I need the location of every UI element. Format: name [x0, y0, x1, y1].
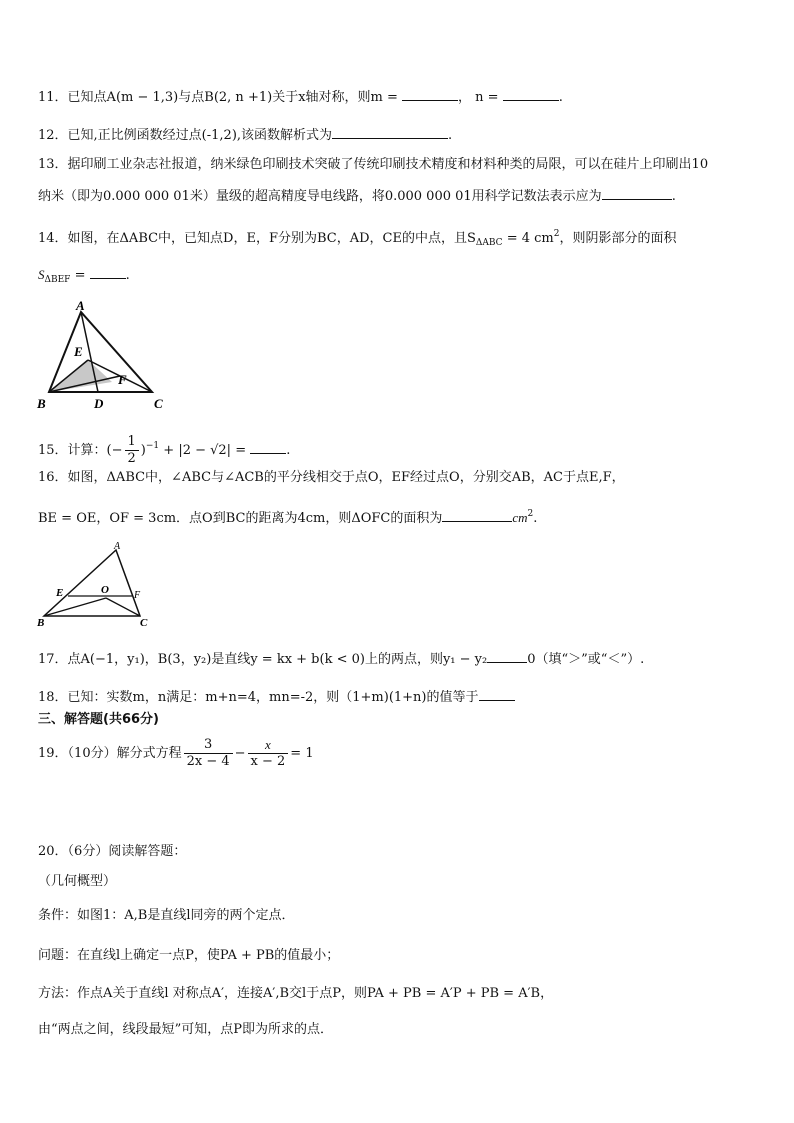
q15-exponent: −1	[145, 441, 160, 451]
q14-text3: ，则阴影部分的面积	[559, 231, 677, 246]
q16-label-f: F	[134, 590, 141, 601]
q15-denominator: 2	[127, 451, 136, 466]
question-15: 15．计算：(− $\frac{1}{2}$ )$^{-1}$ + |2 − √2| = .	[38, 434, 291, 466]
q11-mid: 与点	[178, 90, 205, 105]
q16-label-b: B	[37, 617, 45, 628]
question-17	[38, 648, 644, 670]
question-14-line1	[38, 224, 676, 253]
q20-problem: 问题：在直线l上确定一点P，使PA + PB的值最小；	[38, 948, 340, 963]
section-3-title	[38, 710, 159, 730]
q14-eq: =	[70, 268, 90, 283]
q13-line1: 13．据印刷工业杂志社报道，纳米绿色印刷技术突破了传统印刷技术精度和材料种类的局限，可以在硅片上印刷出10	[38, 157, 709, 172]
q14-label-f: F	[118, 372, 127, 387]
q11-answer-m-blank[interactable]	[402, 86, 458, 101]
question-20-method	[38, 984, 553, 1004]
q17-text: 17．点A(−1，y₁)，B(3，y₂)是直线y = kx + b(k < 0)上的两点，则y₁ − y₂	[38, 652, 488, 667]
q14-s: S	[38, 267, 45, 282]
q15-end: .	[286, 443, 291, 458]
q16-unit: cm	[512, 510, 528, 525]
question-16-line2	[38, 504, 537, 529]
q18-answer-blank[interactable]	[479, 686, 515, 701]
q19-num1: 3	[184, 737, 233, 754]
q19-minus: −	[234, 746, 246, 761]
q14-sup: 2	[553, 229, 560, 239]
q16-sup: 2	[527, 509, 534, 519]
q14-label-d: D	[94, 396, 104, 411]
question-12	[38, 124, 452, 146]
q14-label-e: E	[74, 344, 83, 359]
q14-end: .	[125, 268, 130, 283]
q14-answer-blank[interactable]	[90, 264, 126, 279]
q15-answer-blank[interactable]	[250, 439, 286, 454]
q11-point-a-coord: (m − 1,3)	[115, 90, 179, 105]
q16-label-a: A	[114, 541, 121, 552]
q16-label-e: E	[56, 587, 64, 599]
q11-prefix: 11．已知点	[38, 90, 107, 105]
q14-text2: = 4 cm	[502, 231, 554, 246]
q13-end: .	[671, 189, 676, 204]
q12-answer-blank[interactable]	[332, 124, 448, 139]
question-14-line2	[38, 264, 130, 290]
q11-point-b: B	[204, 90, 214, 105]
question-19	[38, 734, 314, 774]
q11-point-a: A	[106, 90, 116, 105]
q20-condition: 条件：如图1：A,B是直线l同旁的两个定点．	[38, 908, 295, 923]
q20-type: （几何概型）	[38, 874, 117, 889]
q20-method: 方法：作点A关于直线l 对称点A′，连接A′,B交l于点P，则PA + PB = A′P + PB = A′B，	[38, 986, 554, 1001]
q14-text1: 14．如图，在ΔABC中，已知点D，E，F分别为BC，AD，CE的中点，且S	[38, 231, 476, 246]
question-16-line1	[38, 468, 625, 488]
q14-shaded-region	[49, 360, 112, 392]
q19-den1: 2x − 4	[186, 754, 230, 769]
q19-prefix: 19．（10分）解分式方程	[38, 746, 182, 761]
q13-line2: 纳米（即为0.000 000 01米）量级的超高精度导电线路，将0.000 000 01用科学记数法表示应为	[38, 189, 602, 204]
q14-sub-abc: ΔABC	[475, 238, 503, 248]
q16-line1: 16．如图，ΔABC中，∠ABC与∠ACB的平分线相交于点O，EF经过点O，分别交AB，AC于点E,F，	[38, 470, 625, 485]
question-20-head	[38, 842, 186, 862]
q14-label-c: C	[154, 396, 163, 411]
question-20-condition	[38, 906, 295, 926]
q15-numerator: 1	[125, 434, 139, 451]
q16-label-c: C	[140, 617, 148, 628]
q18-text: 18．已知：实数m，n满足：m+n=4，mn=-2，则（1+m)(1+n)的值等于	[38, 690, 479, 705]
q15-fraction	[125, 434, 139, 467]
q14-triangle-figure	[34, 300, 164, 412]
question-20-problem	[38, 946, 339, 966]
question-13-line1	[38, 155, 708, 175]
question-20-type	[38, 872, 116, 892]
q11-point-b-coord: (2, n +1)	[213, 90, 273, 105]
q16-answer-blank[interactable]	[442, 507, 512, 522]
q16-label-o: O	[101, 584, 109, 596]
question-11	[38, 86, 563, 108]
q19-eq: = 1	[290, 746, 314, 761]
q12-text: 12．已知,正比例函数经过点(-1,2),该函数解析式为	[38, 128, 333, 143]
q16-triangle-figure	[34, 540, 164, 628]
q19-num2: x	[248, 737, 289, 754]
q14-sub-bef: ΔBEF	[44, 275, 71, 285]
q20-head: 20．（6分）阅读解答题：	[38, 844, 187, 859]
q11-end: .	[558, 90, 563, 105]
q14-label-b: B	[37, 396, 46, 411]
q11-answer-n-blank[interactable]	[503, 86, 559, 101]
q20-conclusion: 由“两点之间，线段最短”可知，点P即为所求的点．	[38, 1022, 334, 1037]
q12-end: .	[448, 128, 453, 143]
q11-tail: 关于x轴对称，则m =	[272, 90, 403, 105]
question-18	[38, 686, 515, 708]
q19-fraction-2	[248, 737, 289, 770]
question-13-line2	[38, 185, 676, 207]
q15-mid: + |2 − √2| =	[159, 443, 251, 458]
q11-sep: ， n =	[458, 90, 503, 105]
section-3-title-text: 三、解答题(共66分)	[38, 712, 159, 727]
q16-line2: BE = OE，OF = 3cm．点O到BC的距离为4cm，则ΔOFC的面积为	[38, 511, 443, 526]
q13-answer-blank[interactable]	[602, 185, 672, 200]
q17-end: 0（填“＞”或“＜”）.	[527, 652, 645, 667]
q19-fraction-1	[184, 737, 233, 770]
q15-prefix: 15．计算：(−	[38, 443, 123, 458]
q19-den2: x − 2	[250, 754, 286, 769]
q16-triangle-abc	[44, 550, 140, 616]
q17-answer-blank[interactable]	[487, 648, 527, 663]
q16-end: .	[533, 511, 538, 526]
q14-label-a: A	[76, 300, 85, 313]
question-20-conclusion	[38, 1020, 333, 1040]
